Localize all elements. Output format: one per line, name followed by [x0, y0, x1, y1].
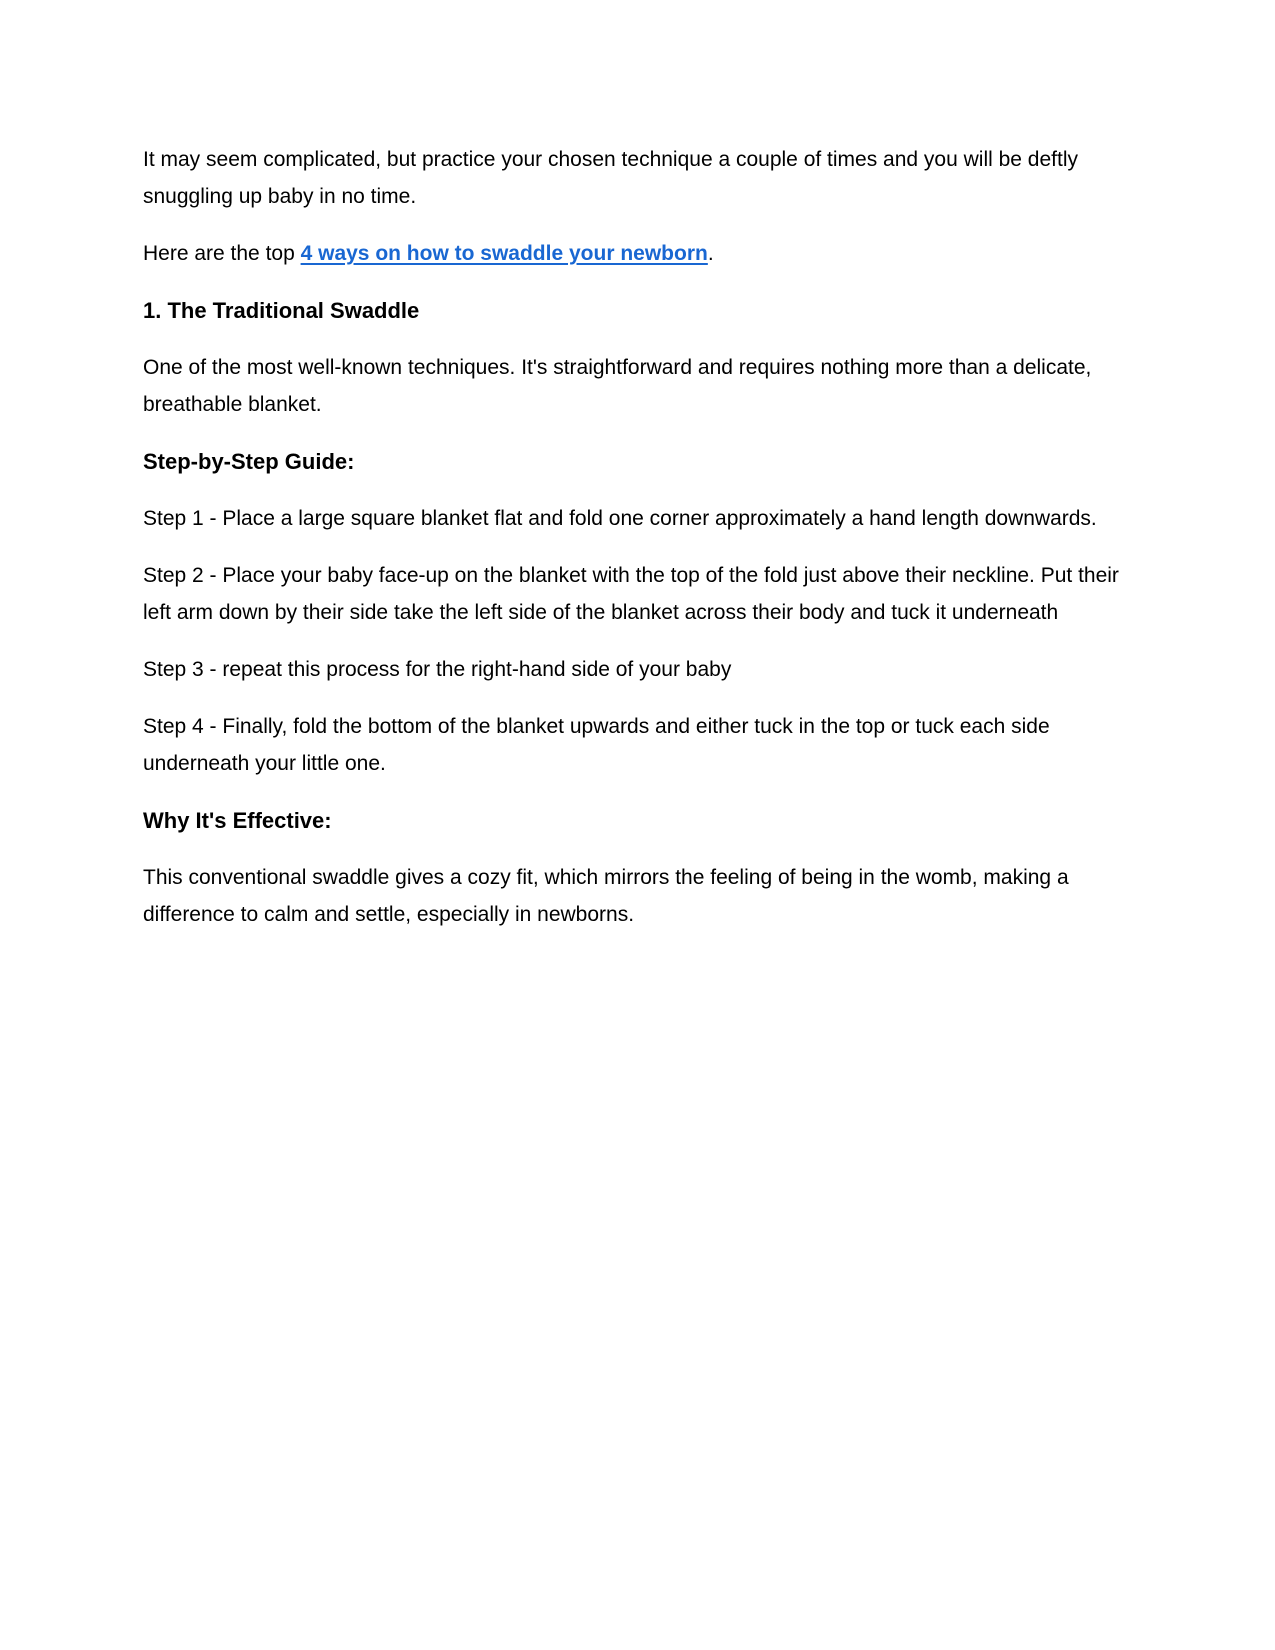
step-4-paragraph: Step 4 - Finally, fold the bottom of the blanket upwards and either tuck in the top or tuck each side underneath your little one. — [143, 715, 1050, 775]
step-by-step-guide-heading: Step-by-Step Guide: — [143, 449, 355, 474]
document-body — [143, 141, 1123, 933]
step-3-paragraph: Step 3 - repeat this process for the right-hand side of your baby — [143, 658, 732, 681]
intro-paragraph: It may seem complicated, but practice your chosen technique a couple of times and you will be deftly snuggling up baby in no time. — [143, 148, 1078, 208]
link-paragraph — [143, 235, 1123, 272]
section-intro-paragraph: One of the most well-known techniques. It's straightforward and requires nothing more than a delicate, breathable blanket. — [143, 356, 1092, 416]
section-heading-traditional-swaddle: 1. The Traditional Swaddle — [143, 298, 420, 323]
link-paragraph-prefix: Here are the top — [143, 242, 301, 265]
swaddle-ways-link[interactable]: 4 ways on how to swaddle your newborn — [300, 242, 708, 265]
link-paragraph-suffix: . — [707, 242, 714, 265]
effective-paragraph: This conventional swaddle gives a cozy fit, which mirrors the feeling of being in the womb, making a difference to calm and settle, especially in newborns. — [143, 866, 1069, 926]
why-its-effective-heading: Why It's Effective: — [143, 808, 332, 833]
step-1-paragraph: Step 1 - Place a large square blanket flat and fold one corner approximately a hand length downwards. — [143, 507, 1097, 530]
step-2-paragraph: Step 2 - Place your baby face-up on the blanket with the top of the fold just above their neckline. Put their left arm down by their side take the left side of the blanket across their body and tuck it underneath — [143, 564, 1119, 624]
